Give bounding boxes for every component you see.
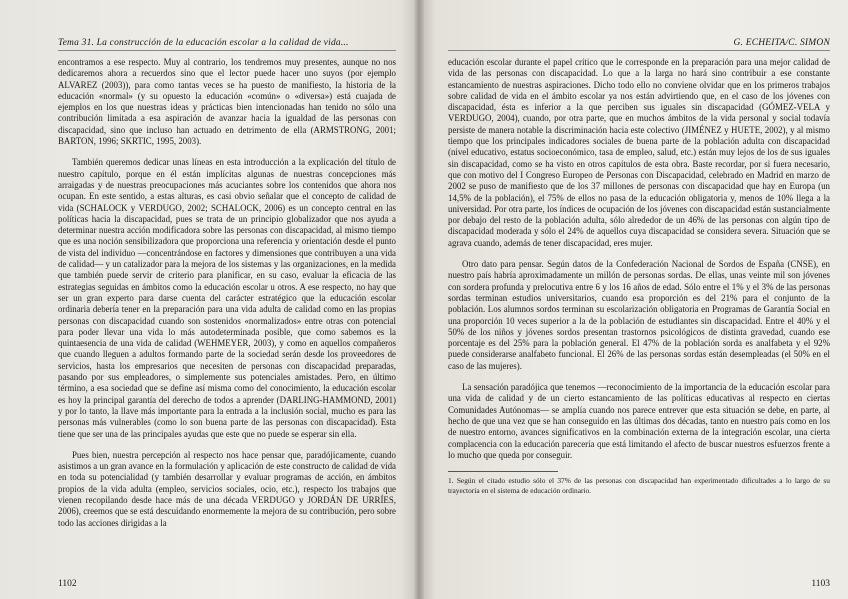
left-body-text	[58, 57, 396, 529]
footnote: 1. Según el citado estudio sólo el 37% de las personas con discapacidad han experimentado dificultades a lo largo de su trayectoria en el sistema de educación ordinario.	[448, 476, 830, 495]
right-paragraph-1: educación escolar durante el papel crítico que le corresponde en la preparación para una mejor calidad de vida de las personas con discapacidad. Lo que a la larga no hará sino contribuir a ese constante estancamiento de nuestras aspiraciones. Dicho todo ello no conviene olvidar que en los primeros trabajos sobre calidad de vida en el ámbito escolar ya nos están advirtiendo que, en el caso de los jóvenes con discapacidad, ésta es inferior a la que perciben sus iguales sin discapacidad (GÓMEZ-VELA y VERDUGO, 2004), cuando, por otra parte, que en muchos ámbitos de la vida personal y social todavía persiste de manera notable la discriminación hacia este colectivo (JIMÉNEZ y HUETE, 2002), y al mismo tiempo que los principales indicadores sociales de buena parte de la población adulta con discapacidad (nivel educativo, estatus socioeconómico, tasa de empleo, salud, etc.) están muy lejos de los de sus iguales sin discapacidad, como se ha visto en otros capítulos de esta obra. Baste recordar, por si fuera necesario, que con motivo del I Congreso Europeo de Personas con Discapacidad, celebrado en Madrid en marzo de 2002 se puso de manifiesto que de los 37 millones de personas con discapacidad que hay en Europa (un 14,5% de la población), el 75% de ellos no pasa de la educación obligatoria y, menos de 10% llega a la universidad. Por otra parte, los índices de ocupación de los jóvenes con discapacidad están sustancialmente por debajo del resto de la población adulta, sólo alrededor de un 46% de las personas con algún tipo de discapacidad moderada y sólo el 24% de aquellos cuya discapacidad se considera severa. Situación que se agrava cuando, además de tener discapacidad, eres mujer.	[448, 57, 830, 248]
book-gutter	[414, 0, 424, 599]
right-paragraph-3: La sensación paradójica que tenemos —reconocimiento de la importancia de la educación escolar para una vida de calidad y de un cierto estancamiento de las políticas educativas al respecto en ciertas Comunidades Autónomas— se amplía cuando nos parece entrever que esta situación se debe, en parte, al hecho de que una vez que se han conseguido en las últimas dos décadas, tanto en nuestro país como en los de nuestro entorno, avances significativos en la combinación externa de la integración escolar, una cierta complacencia con la educación parecería que está limitando el afecto de buscar nuestros esfuerzos frente a lo mucho que queda por conseguir.	[448, 382, 830, 460]
right-paragraph-2: Otro dato para pensar. Según datos de la Confederación Nacional de Sordos de España (CNSE), en nuestro país habría aproximadamente un millón de personas sordas. De ellas, unas veinte mil son jóvenes con sordera profunda y prelocutiva entre 6 y los 16 años de edad. Sólo entre el 1% y el 3% de las personas sordas terminan estudios universitarios, cuando esa proporción es del 21% para el conjunto de la población. Los alumnos sordos terminan su escolarización obligatoria en Programas de Garantía Social en una proporción 10 veces superior a la de la población de estudiantes sin discapacidad. Entre el 40% y el 50% de los niños y jóvenes sordos presentan trastornos psicológicos de distinta gravedad, cuando ese porcentaje es del 25% para la población general. El 47% de la población sorda es analfabeta y el 92% puede considerarse analfabeto funcional. El 26% de las personas sordas están desempleadas (el 50% en el caso de las mujeres).	[448, 259, 830, 371]
left-running-head: Tema 31. La construcción de la educación escolar a la calidad de vida...	[58, 38, 396, 51]
right-page-number: 1103	[811, 579, 830, 589]
right-page	[418, 0, 848, 599]
right-running-head: G. ECHEITA/C. SIMÓN	[448, 38, 830, 51]
left-paragraph-2: También queremos dedicar unas líneas en esta introducción a la explicación del título de nuestro capítulo, porque en él están implícitas algunas de nuestras concepciones más arraigadas y de nuestras preocupaciones más acuciantes sobre los contenidos que ahora nos ocupan. En este sentido, a estas alturas, es casi obvio señalar que el concepto de calidad de vida (SCHALOCK y VERDUGO, 2002; SCHALOCK, 2006) es un concepto central en las políticas hacia la discapacidad, pues se trata de un principio globalizador que nos ayuda a determinar nuestra acción modificadora sobre las personas con discapacidad, al mismo tiempo que es una noción sensibilizadora que proporciona una referencia y orientación desde el punto de vista del individuo —concentrándose en factores y dimensiones que contribuyen a una vida de calidad— y un catalizador para la mejora de los sistemas y las organizaciones, en la medida que también puede servir de criterio para planificar, en su caso, evaluar la eficacia de las estrategias seguidas en ámbitos como la educación escolar u otros. A ese respecto, no hay que ser un gran experto para darse cuenta del carácter estratégico que la educación escolar ordinaria debería tener en la preparación para una vida adulta de calidad como en las propias personas con discapacidad cuando son sostenidos «normalizados» entre otras con potencial para poder llevar una vida lo más autodeterminada posible, que como sabemos es la quintaesencia de una vida de calidad (WEHMEYER, 2003), y como en aquellos compañeros que cuando lleguen a adultos formando parte de la sociedad serán desde los proveedores de servicios, hasta los empresarios que necesiten de personas con discapacidad preparadas, pasando por sus empleadores, o simplemente sus potenciales amistades. Pero, en último término, a esa sociedad que se define así misma como del conocimiento, la educación escolar es hoy la principal garantía del derecho de todos a aprender (DARLING-HAMMOND, 2001) y por lo tanto, la llave más importante para la entrada a la inclusión social, mucho es para las personas más vulnerables (como lo son buena parte de las personas con discapacidad). Esta tiene que ser una de las principales ayudas que este que no puede se esperar sin ella.	[58, 157, 396, 439]
left-paragraph-3: Pues bien, nuestra percepción al respecto nos hace pensar que, paradójicamente, cuando asistimos a un gran avance en la formulación y aplicación de este constructo de calidad de vida en toda su potencialidad (y también desarrollar y evaluar programas de acción, en ámbitos propios de la vida adulta (empleo, servicios sociales, ocio, etc.), respecto los trabajos que vienen recopilando desde hace más de una década VERDUGO y JORDÁN DE URRÍES, 2006), creemos que se está descuidando enormemente la mejora de su contribución, pero sobre todo las acciones dirigidas a la	[58, 449, 396, 528]
footnote-divider	[448, 471, 558, 472]
left-page-number: 1102	[58, 579, 77, 589]
left-paragraph-1: encontramos a ese respecto. Muy al contrario, los tendremos muy presentes, aunque no nos dedicaremos ahora a recuerdos sino que el lector puede hacer uno suyos (por ejemplo ALVAREZ (2003)), para como tantas veces se ha puesto de manifiesto, la historia de la educación «normal» (y su opuesto la educación «común» o «diversa») está cuajada de ejemplos en los que nuestras ideas y prácticas bien intencionadas han tenido no sólo una contribución limitada a esa aspiración de avanzar hacia la igualdad de las personas con discapacidad, sino que incluso han actuado en detrimento de ella (ARMSTRONG, 2001; BARTON, 1996; SKRTIC, 1995, 2003).	[58, 57, 396, 147]
right-body-text	[448, 57, 830, 495]
left-page	[0, 0, 418, 599]
